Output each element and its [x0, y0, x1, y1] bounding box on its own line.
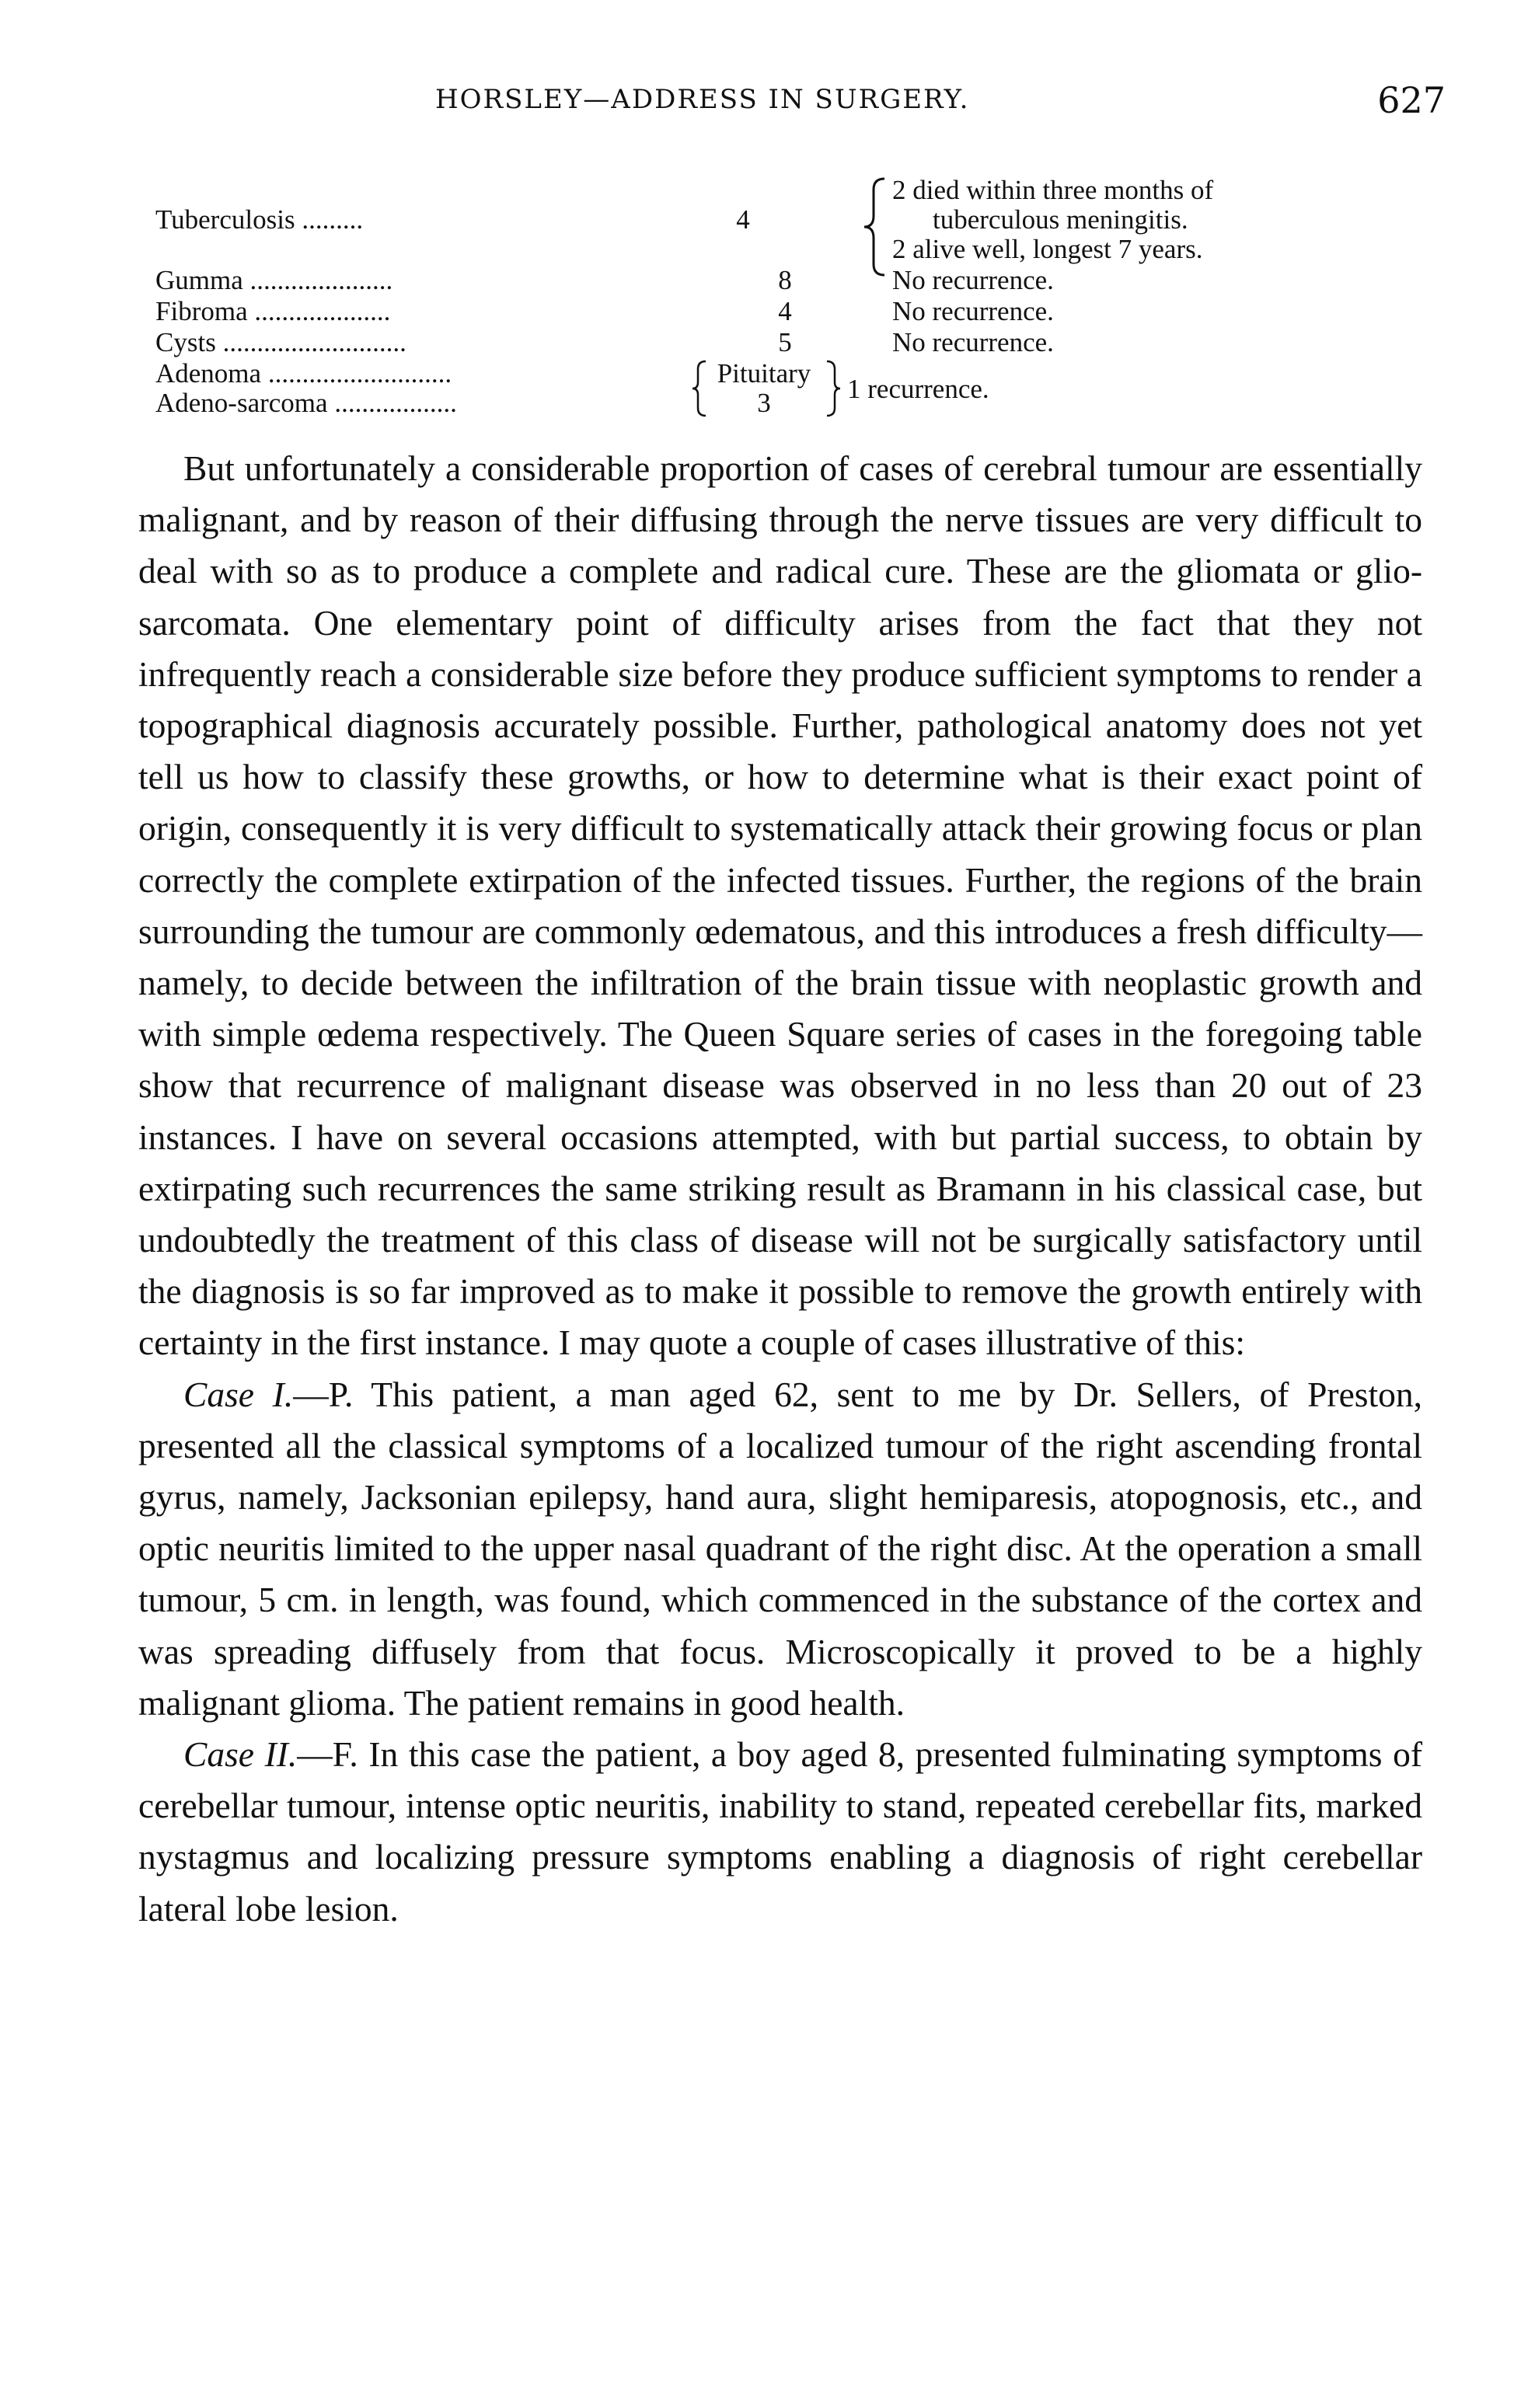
table-row-result: tuberculous meningitis. [933, 204, 1188, 235]
table-row-result: 2 alive well, longest 7 years. [892, 234, 1203, 264]
table-row-label: Adenoma ........................... [155, 358, 452, 389]
table-row-result: 1 recurrence. [847, 374, 989, 404]
case-paragraph [138, 1369, 1422, 1729]
case-text: —F. In this case the patient, a boy aged 8, presented fulminating symptoms of cerebellar tumour, intense optic neuritis, inability to stand, repeated cerebellar fits, marked nystagmus and localizing pressure symptoms enabling a diagnosis of right cerebellar lateral lobe lesion. [138, 1734, 1422, 1929]
table-row-result: No recurrence. [892, 327, 1054, 357]
brace-icon [824, 359, 842, 418]
table-row-label: Fibroma .................... [155, 296, 391, 326]
table-row-label: Cysts ........................... [155, 327, 406, 357]
table-row-count: 5 [778, 327, 792, 357]
table-row-count: Pituitary [717, 358, 811, 389]
table-row-result: 2 died within three months of [892, 175, 1214, 205]
table-row-label: Gumma ..................... [155, 265, 393, 295]
paragraph: But unfortunately a considerable proportion of cases of cerebral tumour are essentially malignant, and by reason of their diffusing through the nerve tissues are very difficult to deal with so as to produce a complete and radical cure. These are the gliomata or glio-sarcomata. One elementary point of difficulty arises from the fact that they not infrequently reach a considerable size before they produce sufficient symptoms to render a topographical diagnosis accurately possible. Further, pathological anatomy does not yet tell us how to classify these growths, or how to determine what is their exact point of origin, consequently it is very difficult to systematically attack their growing focus or plan correctly the complete extirpation of the infected tissues. Further, the regions of the brain surrounding the tumour are commonly œdematous, and this introduces a fresh difficulty—namely, to decide between the infiltration of the brain tissue with neoplastic growth and with simple œdema respectively. The Queen Square series of cases in the foregoing table show that recurrence of malignant disease was observed in no less than 20 out of 23 instances. I have on several occasions attempted, with but partial success, to obtain by extirpating such recurrences the same striking result as Bramann in his classical case, but undoubtedly the treatment of this class of disease will not be surgically satisfactory until the diagnosis is so far improved as to make it possible to remove the growth entirely with certainty in the first instance. I may quote a couple of cases illustrative of this: [138, 448, 1422, 1363]
table-row-label: Tuberculosis ......... [155, 204, 364, 235]
body-text [138, 443, 1422, 1935]
page-number: 627 [1377, 79, 1446, 121]
table-row-count: 3 [757, 388, 771, 418]
table-row-count: 8 [778, 265, 792, 295]
table-row-result: No recurrence. [892, 265, 1054, 295]
case-title: Case I. [183, 1374, 294, 1414]
table-row-label: Adeno-sarcoma .................. [155, 388, 457, 418]
table-row-count: 4 [778, 296, 792, 326]
page-header [155, 79, 1446, 131]
table-row-result: No recurrence. [892, 296, 1054, 326]
case-paragraph [138, 1729, 1422, 1935]
table-row-count: 4 [736, 204, 750, 235]
case-text: —P. This patient, a man aged 62, sent to me by Dr. Sellers, of Preston, presented all the classical symptoms of a localized tumour of the right ascending frontal gyrus, namely, Jacksonian epilepsy, hand aura, slight hemiparesis, atopognosis, etc., and optic neuritis limited to the upper nasal quadrant of the right disc. At the operation a small tumour, 5 cm. in length, was found, which commenced in the substance of the cortex and was spreading diffusely from that focus. Microscopically it proved to be a highly malignant glioma. The patient remains in good health. [138, 1374, 1422, 1723]
brace-icon [861, 176, 888, 278]
case-title: Case II. [183, 1734, 298, 1775]
running-head: HORSLEY—ADDRESS IN SURGERY. [435, 84, 970, 115]
